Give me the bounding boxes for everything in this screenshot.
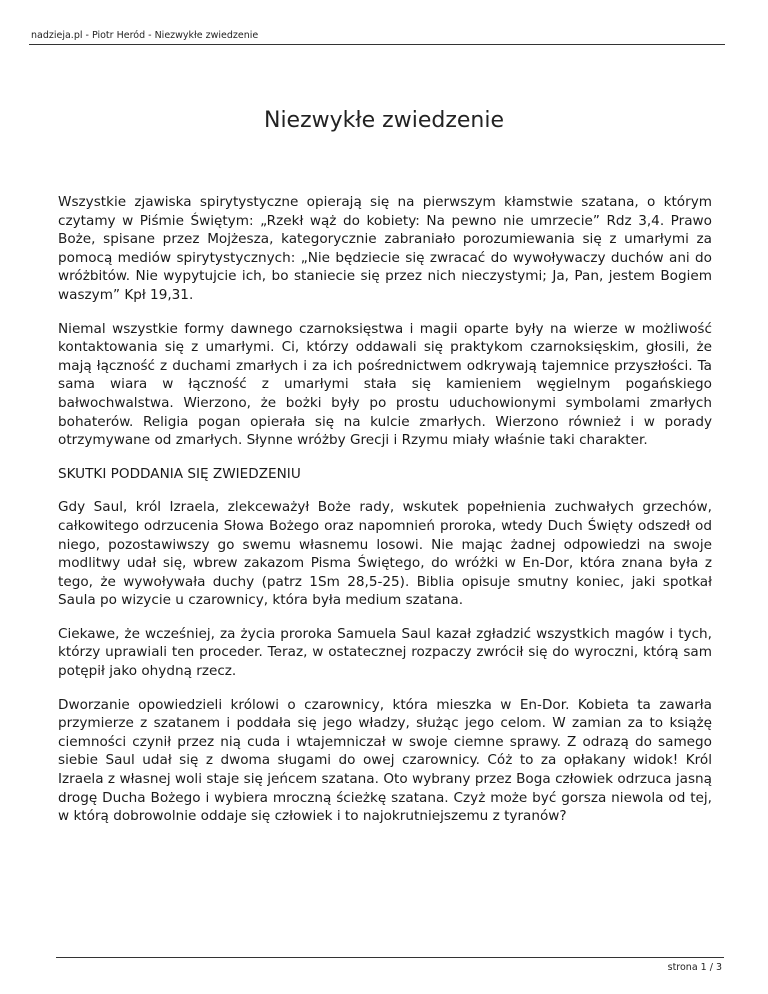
document-title: Niezwykłe zwiedzenie: [263, 108, 504, 133]
paragraph-3: Gdy Saul, król Izraela, zlekceważył Boże rady, wskutek popełnienia zuchwałych grzechów, całkowitego odrzucenia Słowa Bożego oraz napomnień proroka, wtedy Duch Święty odszedł od niego, pozostawiwszy go swemu własnemu losowi. Nie mając żadnej odpowiedzi na swoje modlitwy udał się, wbrew zakazom Pisma Świętego, do wróżki w En-Dor, która znana była z tego, że wywoływała duchy (patrz 1Sm 28,5-25). Biblia opisuje smutny koniec, jaki spotkał Saula po wizycie u czarownicy, która była medium szatana.: [58, 499, 712, 609]
page-number: strona 1 / 3: [667, 962, 722, 973]
footer-divider: [56, 957, 724, 958]
document-body: [58, 193, 712, 841]
page-header: nadzieja.pl - Piotr Heród - Niezwykłe zwiedzenie: [31, 30, 259, 41]
header-divider: [29, 44, 725, 45]
paragraph-4: Ciekawe, że wcześniej, za życia proroka Samuela Saul kazał zgładzić wszystkich magów i tych, którzy uprawiali ten proceder. Teraz, w ostatecznej rozpaczy zwrócił się do wyroczni, którą sam potępił jako ohydną rzecz.: [58, 625, 712, 680]
paragraph-2: Niemal wszystkie formy dawnego czarnoksięstwa i magii oparte były na wierze w możliwość kontaktowania się z umarłymi. Ci, którzy oddawali się praktykom czarnoksięskim, głosili, że mają łączność z duchami zmarłych i za ich pośrednictwem odkrywają tajemnice przyszłości. Ta sama wiara w łączność z umarłymi stała się kamieniem węgielnym pogańskiego bałwochwalstwa. Wierzono, że bożki były po prostu uduchowionymi symbolami zmarłych bohaterów. Religia pogan opierała się na kulcie zmarłych. Wierzono również i w porady otrzymywane od zmarłych. Słynne wróżby Grecji i Rzymu miały właśnie taki charakter.: [58, 320, 712, 449]
paragraph-1: Wszystkie zjawiska spirytystyczne opierają się na pierwszym kłamstwie szatana, o którym czytamy w Piśmie Świętym: „Rzekł wąż do kobiety: Na pewno nie umrzecie” Rdz 3,4. Prawo Boże, spisane przez Mojżesza, kategorycznie zabraniało porozumiewania się z umarłymi za pomocą mediów spirytystycznych: „Nie będziecie się zwracać do wywoływaczy duchów ani do wróżbitów. Nie wypytujcie ich, bo staniecie się przez nich nieczystymi; Ja, Pan, jestem Bogiem waszym” Kpł 19,31.: [58, 194, 712, 303]
section-heading: SKUTKI PODDANIA SIĘ ZWIEDZENIU: [58, 465, 301, 482]
paragraph-5: Dworzanie opowiedzieli królowi o czarownicy, która mieszka w En-Dor. Kobieta ta zawarła przymierze z szatanem i poddała się jego władzy, służąc jego celom. W zamian za to książę ciemności czynił przez nią cuda i wtajemniczał w swoje ciemne sprawy. Z odrazą do samego siebie Saul udał się z dwoma sługami do owej czarownicy. Cóż to za opłakany widok! Król Izraela z własnej woli staje się jeńcem szatana. Oto wybrany przez Boga człowiek odrzuca jasną drogę Ducha Bożego i wybiera mroczną ścieżkę szatana. Czyż może być gorsza niewola od tej, w którą dobrowolnie oddaje się człowiek i to najokrutniejszemu z tyranów?: [58, 696, 712, 825]
